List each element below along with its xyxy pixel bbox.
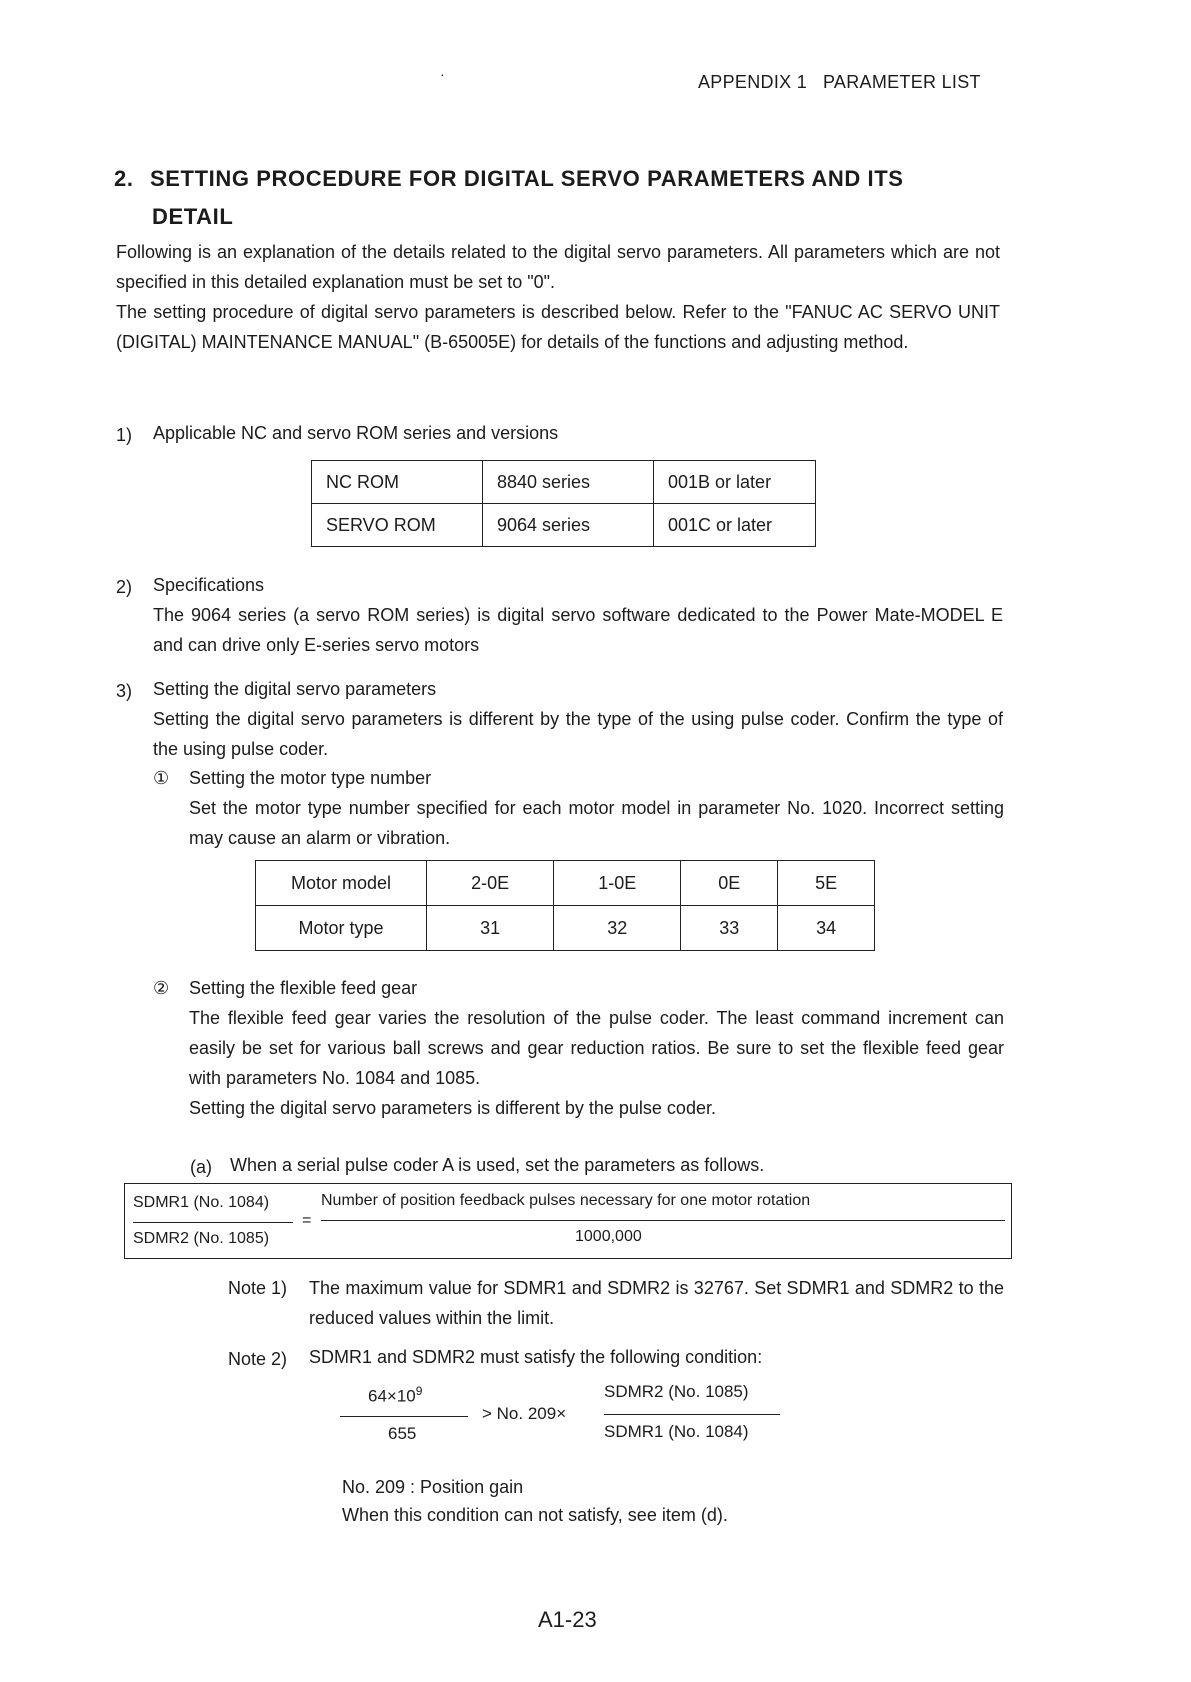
condition-left-denominator: 655 bbox=[388, 1424, 417, 1443]
table-row bbox=[312, 504, 816, 547]
item-d-reference: When this condition can not satisfy, see item (d). bbox=[342, 1505, 728, 1525]
table-cell: 001C or later bbox=[654, 504, 816, 547]
formula-lhs-numerator: SDMR1 (No. 1084) bbox=[133, 1194, 270, 1211]
item1-heading: Applicable NC and servo ROM series and versions bbox=[153, 423, 559, 443]
note2-label: Note 2) bbox=[228, 1349, 288, 1369]
table-row bbox=[312, 461, 816, 504]
section-number: 2. bbox=[114, 166, 134, 191]
table-cell: Motor model bbox=[256, 861, 427, 906]
formula-equals: = bbox=[302, 1212, 312, 1229]
formula-rhs-numerator: Number of position feedback pulses necessary for one motor rotation bbox=[321, 1192, 811, 1209]
formula-lhs-denominator: SDMR2 (No. 1085) bbox=[133, 1230, 270, 1247]
formula-rhs-denominator: 1000,000 bbox=[575, 1228, 642, 1245]
note1-label: Note 1) bbox=[228, 1278, 288, 1298]
table-cell: 32 bbox=[554, 906, 681, 951]
page-number: A1-23 bbox=[538, 1607, 597, 1632]
item2-heading: Specifications bbox=[153, 575, 265, 595]
condition-right-numerator: SDMR2 (No. 1085) bbox=[604, 1382, 749, 1401]
condition-right-denominator: SDMR1 (No. 1084) bbox=[604, 1422, 749, 1441]
section-title-line1: SETTING PROCEDURE FOR DIGITAL SERVO PARAMETERS AND ITS bbox=[150, 166, 904, 191]
formula-rhs-fraction-bar bbox=[321, 1220, 1005, 1221]
condition-operator: > No. 209× bbox=[482, 1404, 567, 1423]
position-gain-definition: No. 209 : Position gain bbox=[342, 1477, 524, 1497]
item1-number: 1) bbox=[116, 425, 133, 445]
sub1-heading: Setting the motor type number bbox=[189, 768, 432, 788]
table-row bbox=[256, 861, 875, 906]
table-cell: 1-0E bbox=[554, 861, 681, 906]
condition-formula bbox=[340, 1380, 790, 1460]
note2-text: SDMR1 and SDMR2 must satisfy the following condition: bbox=[309, 1347, 763, 1367]
condition-left-fraction-bar bbox=[340, 1416, 468, 1417]
sub2-body: The flexible feed gear varies the resolution of the pulse coder. The least command increment can easily be set for various ball screws and gear reduction ratios. Be sure to set the flexible feed gear with parameters No. 1084 and 1085. bbox=[189, 1008, 1004, 1088]
table-cell: NC ROM bbox=[312, 461, 483, 504]
table-cell: 33 bbox=[681, 906, 778, 951]
formula-lhs-fraction-bar bbox=[133, 1222, 293, 1223]
condition-left-numerator-text: 64×10 bbox=[368, 1386, 416, 1406]
gear-ratio-formula-box bbox=[124, 1183, 1012, 1259]
table-cell: 5E bbox=[778, 861, 875, 906]
table-row bbox=[256, 906, 875, 951]
section-title-line2: DETAIL bbox=[152, 204, 234, 229]
sub2-heading: Setting the flexible feed gear bbox=[189, 978, 418, 998]
section-title bbox=[114, 160, 994, 236]
scan-dot: · bbox=[440, 66, 445, 82]
note1-text: The maximum value for SDMR1 and SDMR2 is 32767. Set SDMR1 and SDMR2 to the reduced values within the limit. bbox=[309, 1278, 1004, 1328]
condition-right-fraction-bar bbox=[604, 1414, 780, 1415]
item3-body: Setting the digital servo parameters is different by the type of the using pulse coder. Confirm the type of the using pulse coder. bbox=[153, 709, 1003, 759]
table-cell: 8840 series bbox=[483, 461, 654, 504]
table-cell: 31 bbox=[427, 906, 554, 951]
item3-heading: Setting the digital servo parameters bbox=[153, 679, 437, 699]
table-cell: SERVO ROM bbox=[312, 504, 483, 547]
condition-left-numerator bbox=[368, 1384, 422, 1407]
circled-two-marker: ② bbox=[153, 978, 170, 998]
condition-exponent: 9 bbox=[415, 1384, 423, 1398]
table-cell: 2-0E bbox=[427, 861, 554, 906]
case-a-text: When a serial pulse coder A is used, set the parameters as follows. bbox=[230, 1155, 765, 1175]
sub1-body: Set the motor type number specified for each motor model in parameter No. 1020. Incorrect setting may cause an alarm or vibration. bbox=[189, 798, 1004, 848]
case-a-label: (a) bbox=[190, 1157, 212, 1177]
intro-paragraph-2: The setting procedure of digital servo parameters is described below. Refer to the "FANUC AC SERVO UNIT (DIGITAL) MAINTENANCE MANUAL" (B-65005E) for details of the functions and adjusting method. bbox=[116, 302, 1000, 352]
rom-version-table bbox=[311, 460, 816, 547]
table-cell: 001B or later bbox=[654, 461, 816, 504]
table-cell: 0E bbox=[681, 861, 778, 906]
running-header: APPENDIX 1 PARAMETER LIST bbox=[698, 72, 981, 92]
item2-body: The 9064 series (a servo ROM series) is digital servo software dedicated to the Power Mate-MODEL E and can drive only E-series servo motors bbox=[153, 605, 1003, 655]
table-cell: 9064 series bbox=[483, 504, 654, 547]
item2-number: 2) bbox=[116, 577, 133, 597]
table-cell: 34 bbox=[778, 906, 875, 951]
intro-paragraph-1: Following is an explanation of the details related to the digital servo parameters. All parameters which are not specified in this detailed explanation must be set to "0". bbox=[116, 242, 1000, 292]
circled-one-marker: ① bbox=[153, 768, 170, 788]
motor-type-table bbox=[255, 860, 875, 951]
item3-number: 3) bbox=[116, 681, 133, 701]
table-cell: Motor type bbox=[256, 906, 427, 951]
sub2-body-2: Setting the digital servo parameters is different by the pulse coder. bbox=[189, 1098, 716, 1118]
